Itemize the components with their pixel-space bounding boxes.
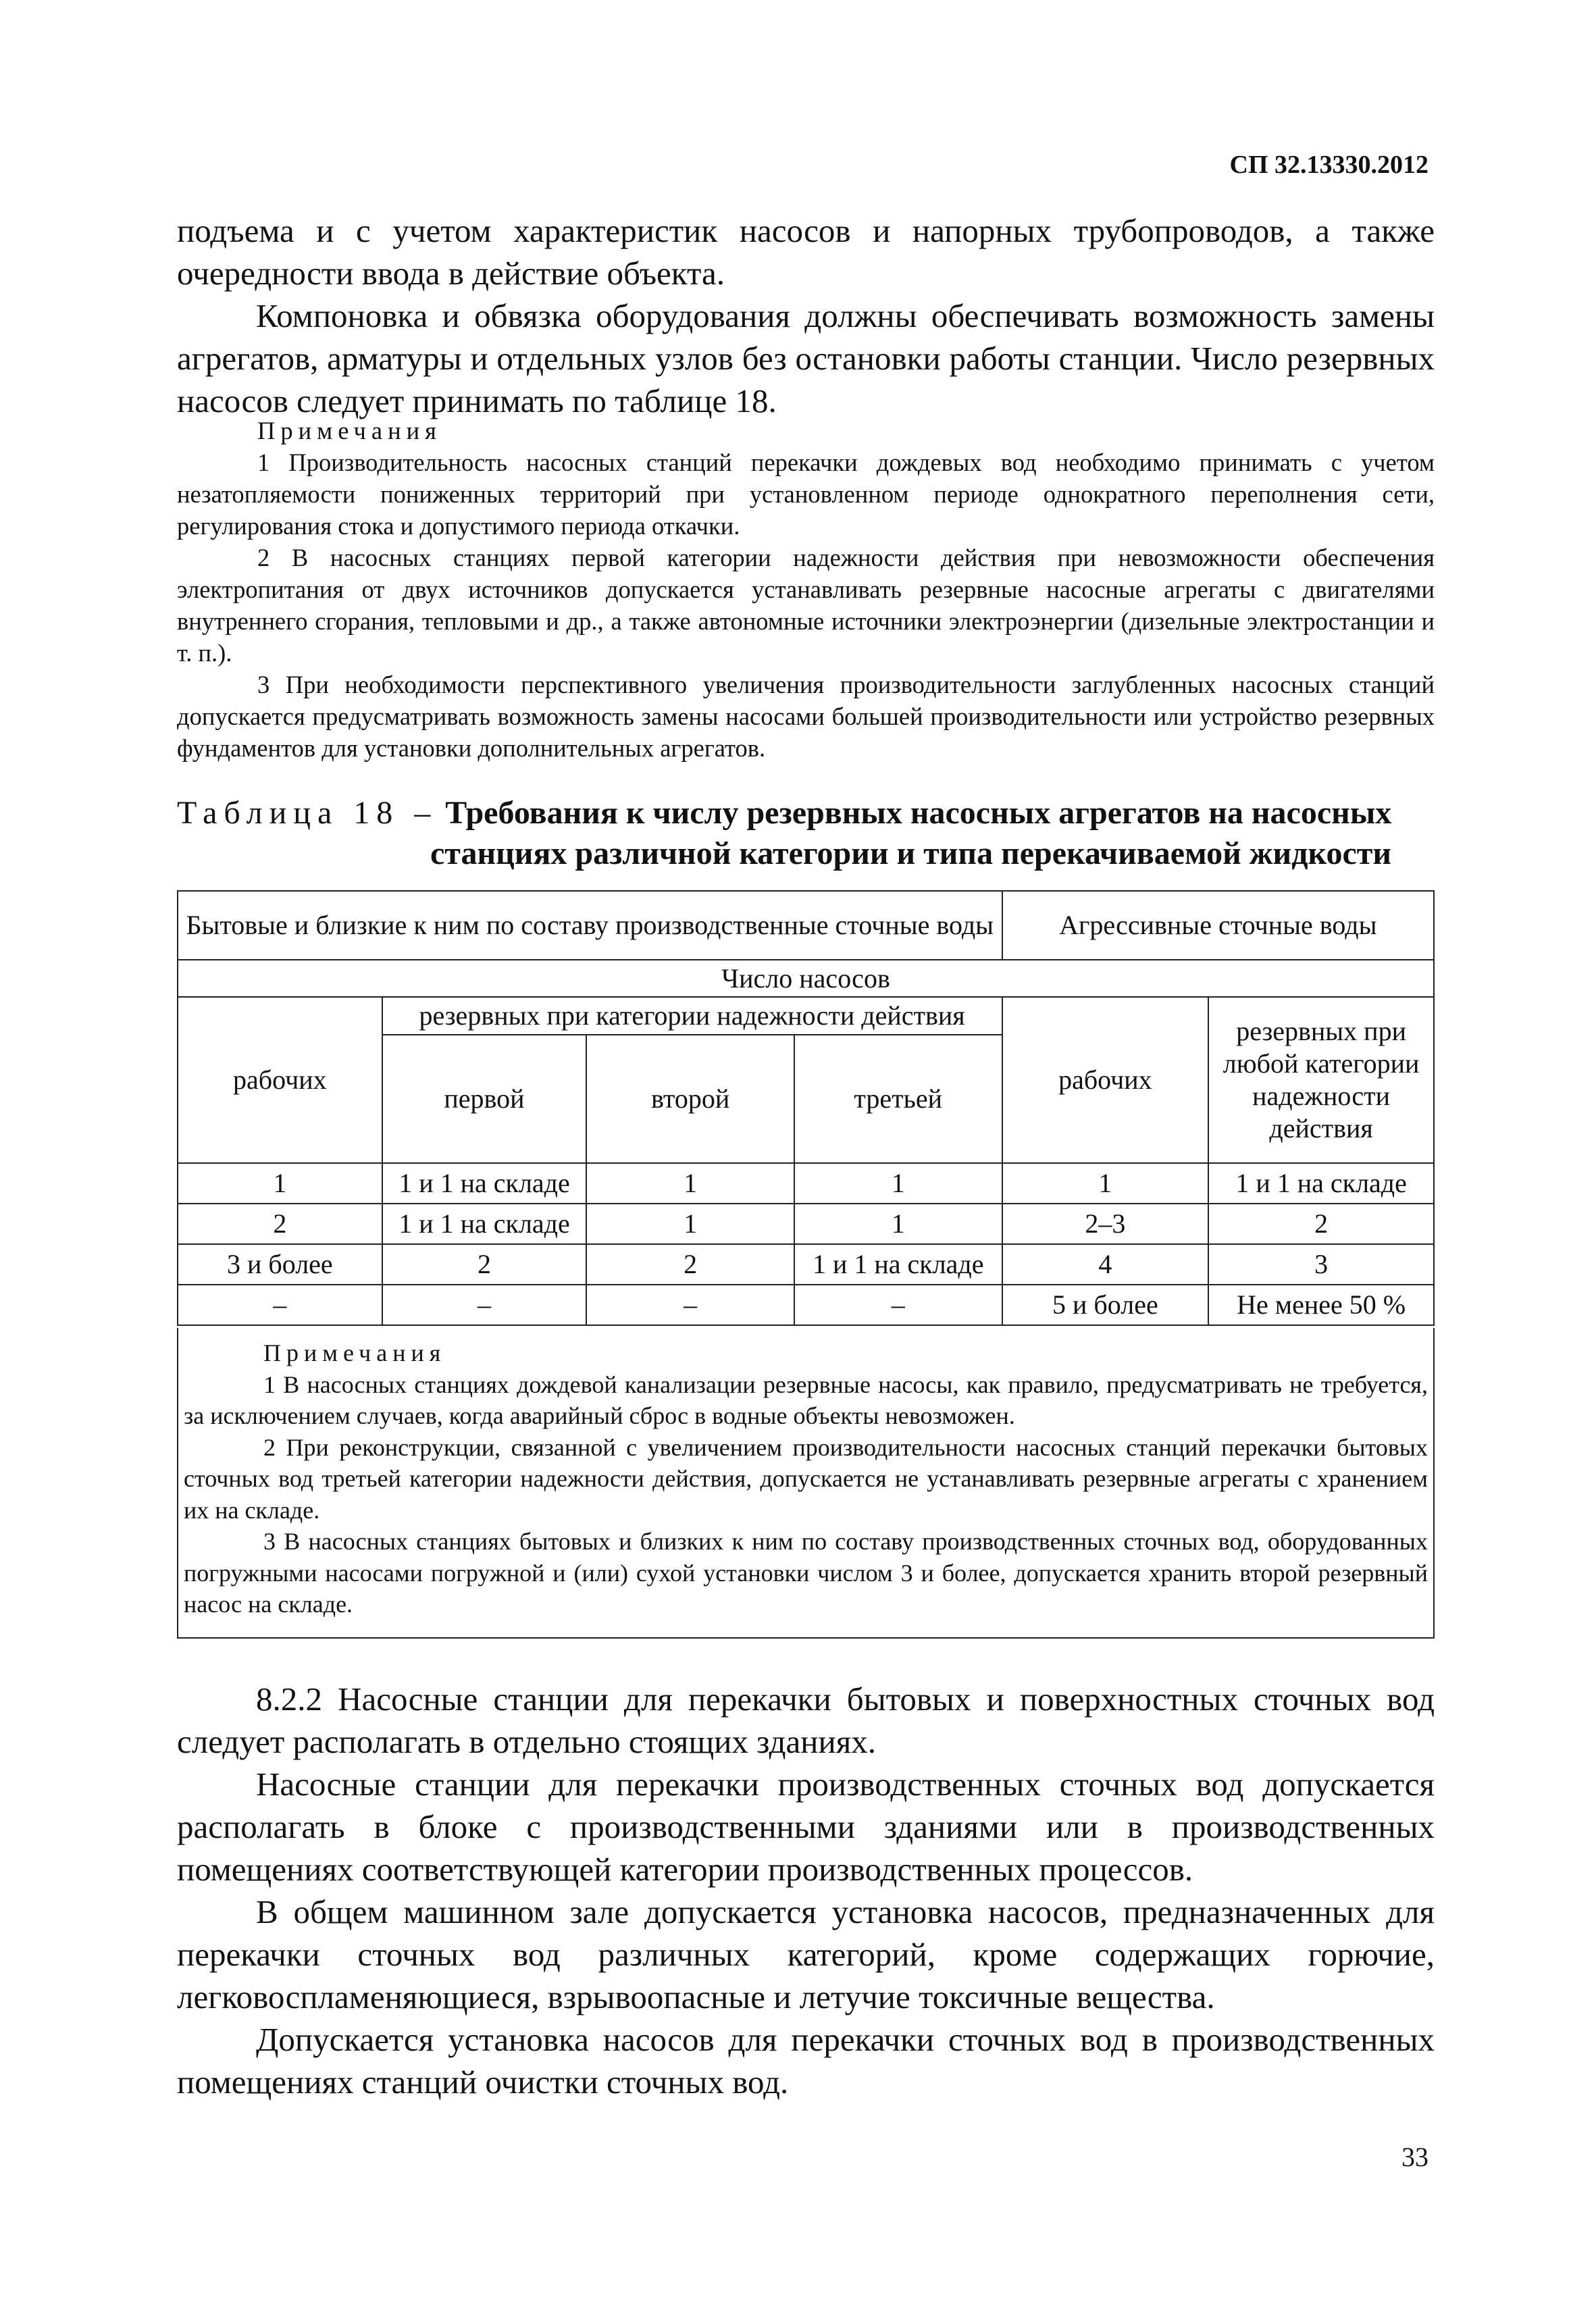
table-cell: 3 и более (178, 1244, 382, 1285)
table-cell: Не менее 50 % (1208, 1285, 1434, 1325)
layout-paragraph: Компоновка и обвязка оборудования должны обеспечивать возможность замены агрегатов, арматуры и отдельных узлов без остановки работы станции. Число резервных насосов следует принимать по таблице 18. (177, 297, 1435, 419)
notes-block (177, 415, 1435, 764)
col-header-first: первой (382, 1035, 587, 1163)
table-cell: 2 (1208, 1204, 1434, 1244)
table-cell: 1 (1002, 1163, 1209, 1204)
note-item: 2 В насосных станциях первой категории надежности действия при невозможности обеспечения электропитания от двух источников допускается устанавливать резервные насосные агрегаты с двигателями внутреннего сгорания, тепловыми и др., а также автономные источники электроэнергии (дизельные электростанции и т. п.). (177, 544, 1435, 667)
table-cell: 3 (1208, 1244, 1434, 1285)
table-cell: – (794, 1285, 1002, 1325)
table-cell: 5 и более (1002, 1285, 1209, 1325)
note-item: 3 При необходимости перспективного увеличения производительности заглубленных насосных станций допускается предусматривать возможность замены насосами большей производительности или устройство резервных фундаментов для установки дополнительных агрегатов. (177, 671, 1435, 762)
table-cell: 1 (586, 1204, 794, 1244)
table-cell: 1 и 1 на складе (1208, 1163, 1434, 1204)
table-notes (177, 1328, 1435, 1639)
col-header-reserve-any: резервных при любой категории надежности действия (1208, 997, 1434, 1163)
table-cell: 1 и 1 на складе (382, 1163, 587, 1204)
table-cell: – (382, 1285, 587, 1325)
table-cell: 1 (178, 1163, 382, 1204)
section-paragraph: Насосные станции для перекачки производственных сточных вод допускается располагать в блоке с производственными зданиями или в производственных помещениях соответствующей категории производственных процессов. (177, 1766, 1435, 1888)
table-note-item: 3 В насосных станциях бытовых и близких к ним по составу производственных сточных вод, оборудованных погружными насосами погружной и (или) сухой установки числом 3 и более, допускается хранить второй резервный насос на складе. (184, 1528, 1428, 1618)
caption-title-line1: Требования к числу резервных насосных агрегатов на насосных (445, 795, 1392, 831)
table-caption (177, 793, 1435, 874)
group-header-aggressive: Агрессивные сточные воды (1002, 891, 1434, 960)
table-row (178, 1244, 1434, 1285)
table-cell: 2 (586, 1244, 794, 1285)
table-cell: 1 (794, 1204, 1002, 1244)
caption-title-line2: станциях различной категории и типа перекачиваемой жидкости (430, 835, 1392, 871)
table-notes-title: Примечания (263, 1339, 446, 1366)
section-paragraph: 8.2.2 Насосные станции для перекачки бытовых и поверхностных сточных вод следует располагать в отдельно стоящих зданиях. (177, 1680, 1435, 1760)
table-cell: – (586, 1285, 794, 1325)
col-header-working: рабочих (178, 997, 382, 1163)
table-cell: 2–3 (1002, 1204, 1209, 1244)
col-header-working-aggressive: рабочих (1002, 997, 1209, 1163)
table-cell: 1 и 1 на складе (382, 1204, 587, 1244)
intro-text (177, 209, 1435, 422)
table-row (178, 1204, 1434, 1244)
table-note-item: 1 В насосных станциях дождевой канализации резервные насосы, как правило, предусматривать не требуется, за исключением случаев, когда аварийный сброс в водные объекты невозможен. (184, 1370, 1428, 1429)
continuation-paragraph: подъема и с учетом характеристик насосов и напорных трубопроводов, а также очередности ввода в действие объекта. (177, 212, 1435, 292)
page-number: 33 (1401, 2142, 1428, 2172)
table-cell: 1 (586, 1163, 794, 1204)
table-row (178, 1163, 1434, 1204)
section-paragraph: Допускается установка насосов для перекачки сточных вод в производственных помещениях станций очистки сточных вод. (177, 2021, 1435, 2101)
document-code: СП 32.13330.2012 (1229, 151, 1428, 179)
notes-title: Примечания (257, 417, 442, 444)
table-row (178, 1285, 1434, 1325)
caption-lead: Таблица 18 – (177, 795, 438, 831)
col-header-third: третьей (794, 1035, 1002, 1163)
note-item: 1 Производительность насосных станций перекачки дождевых вод необходимо принимать с учетом незатопляемости пониженных территорий при установленном периоде однократного переполнения сети, регулирования стока и допустимого периода откачки. (177, 448, 1435, 540)
reserve-category-header: резервных при категории надежности действия (382, 997, 1002, 1035)
table-note-item: 2 При реконструкции, связанной с увеличением производительности насосных станций перекачки бытовых сточных вод третьей категории надежности действия, допускается не устанавливать резервные агрегаты с хранением их на складе. (184, 1433, 1428, 1524)
table-cell: 2 (382, 1244, 587, 1285)
section-822 (177, 1678, 1435, 2103)
table-cell: 4 (1002, 1244, 1209, 1285)
table-cell: 2 (178, 1204, 382, 1244)
pumps-count-header: Число насосов (178, 960, 1434, 997)
section-paragraph: В общем машинном зале допускается установка насосов, предназначенных для перекачки сточных вод различных категорий, кроме содержащих горючие, легковоспламеняющиеся, взрывоопасные и летучие токсичные вещества. (177, 1893, 1435, 2015)
col-header-second: второй (586, 1035, 794, 1163)
group-header-household: Бытовые и близкие к ним по составу производственные сточные воды (178, 891, 1002, 960)
table-cell: 1 и 1 на складе (794, 1244, 1002, 1285)
pumps-requirements-table (177, 890, 1435, 1326)
table-cell: 1 (794, 1163, 1002, 1204)
table-cell: – (178, 1285, 382, 1325)
